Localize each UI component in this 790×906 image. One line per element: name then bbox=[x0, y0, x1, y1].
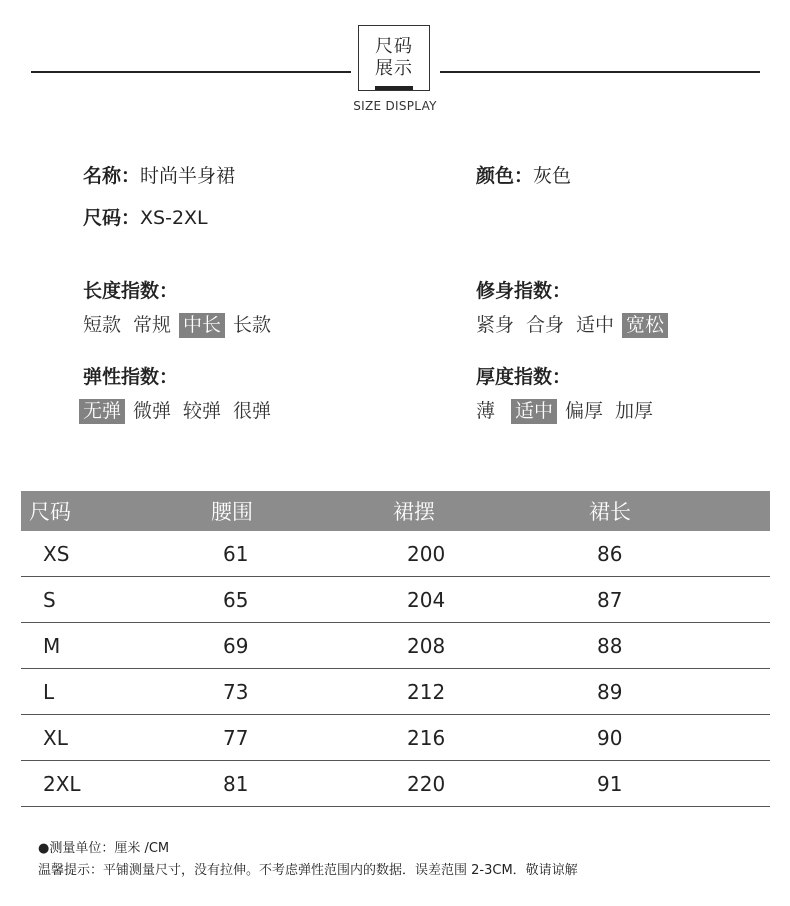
product-color-value: 灰色 bbox=[533, 165, 572, 187]
table-cell: 81 bbox=[223, 771, 249, 796]
table-cell: 204 bbox=[407, 587, 446, 612]
product-name bbox=[83, 161, 235, 188]
fit-option: 紧身 bbox=[476, 314, 515, 336]
section-subtitle: SIZE DISPLAY bbox=[353, 99, 437, 113]
table-cell: L bbox=[43, 679, 55, 704]
table-cell: 90 bbox=[597, 725, 623, 750]
fit-option: 合身 bbox=[526, 314, 565, 336]
section-title-box bbox=[358, 25, 430, 91]
header-cell-waist: 腰围 bbox=[211, 500, 253, 524]
table-cell: 2XL bbox=[43, 771, 81, 796]
section-title-line2: 展示 bbox=[375, 58, 413, 79]
thickness-option: 偏厚 bbox=[565, 400, 604, 422]
table-row bbox=[21, 761, 770, 807]
table-row bbox=[21, 669, 770, 715]
table-cell: 220 bbox=[407, 771, 446, 796]
table-header-row bbox=[21, 491, 770, 531]
table-cell: 200 bbox=[407, 541, 446, 566]
elastic-index-label: 弹性指数： bbox=[83, 366, 179, 388]
length-option: 短款 bbox=[83, 314, 122, 336]
product-size bbox=[83, 203, 208, 230]
table-cell: 69 bbox=[223, 633, 249, 658]
table-cell: M bbox=[43, 633, 61, 658]
table-cell: 88 bbox=[597, 633, 623, 658]
thickness-option: 薄 bbox=[476, 400, 496, 422]
table-cell: 87 bbox=[597, 587, 623, 612]
header-cell-hem: 裙摆 bbox=[393, 500, 435, 524]
product-name-value: 时尚半身裙 bbox=[140, 165, 236, 187]
table-cell: XL bbox=[43, 725, 68, 750]
elastic-option: 无弹 bbox=[79, 399, 125, 424]
table-cell: 65 bbox=[223, 587, 249, 612]
elastic-option: 很弹 bbox=[233, 400, 272, 422]
title-underbar bbox=[375, 86, 413, 90]
length-option: 长款 bbox=[233, 314, 272, 336]
header-line-left bbox=[31, 71, 351, 73]
fit-option: 宽松 bbox=[622, 313, 668, 338]
product-color-label: 颜色： bbox=[476, 165, 534, 187]
fit-option: 适中 bbox=[576, 314, 615, 336]
thickness-option: 适中 bbox=[511, 399, 557, 424]
elastic-index-options bbox=[79, 399, 279, 424]
product-size-value: XS-2XL bbox=[140, 207, 208, 229]
length-option: 常规 bbox=[133, 314, 172, 336]
table-cell: 86 bbox=[597, 541, 623, 566]
table-cell: 208 bbox=[407, 633, 446, 658]
thickness-index-label: 厚度指数： bbox=[476, 366, 572, 388]
size-table bbox=[21, 491, 770, 807]
table-cell: 91 bbox=[597, 771, 623, 796]
length-option: 中长 bbox=[179, 313, 225, 338]
fit-index-options bbox=[472, 313, 672, 338]
table-cell: XS bbox=[43, 541, 70, 566]
product-size-label: 尺码： bbox=[83, 207, 141, 229]
table-cell: 216 bbox=[407, 725, 446, 750]
header-cell-length: 裙长 bbox=[589, 500, 631, 524]
table-cell: 61 bbox=[223, 541, 249, 566]
thickness-option: 加厚 bbox=[615, 400, 654, 422]
measure-unit-note: ●测量单位：厘米 /CM bbox=[38, 841, 170, 856]
measure-tip-note: 温馨提示：平铺测量尺寸，没有拉伸。不考虑弹性范围内的数据．误差范围 2-3CM．敬请谅解 bbox=[38, 863, 578, 878]
table-cell: 212 bbox=[407, 679, 446, 704]
elastic-option: 较弹 bbox=[183, 400, 222, 422]
header-line-right bbox=[440, 71, 760, 73]
table-cell: 77 bbox=[223, 725, 249, 750]
table-row bbox=[21, 531, 770, 577]
product-color bbox=[476, 161, 571, 188]
length-index-options bbox=[79, 313, 279, 338]
table-row bbox=[21, 577, 770, 623]
table-cell: 73 bbox=[223, 679, 249, 704]
table-cell: S bbox=[43, 587, 56, 612]
header-cell-size: 尺码 bbox=[29, 500, 71, 524]
elastic-option: 微弹 bbox=[133, 400, 172, 422]
fit-index-label: 修身指数： bbox=[476, 280, 572, 302]
thickness-index-options bbox=[472, 399, 661, 424]
table-cell: 89 bbox=[597, 679, 623, 704]
length-index-label: 长度指数： bbox=[83, 280, 179, 302]
table-row bbox=[21, 715, 770, 761]
product-name-label: 名称： bbox=[83, 165, 141, 187]
table-row bbox=[21, 623, 770, 669]
section-title-line1: 尺码 bbox=[375, 36, 413, 57]
